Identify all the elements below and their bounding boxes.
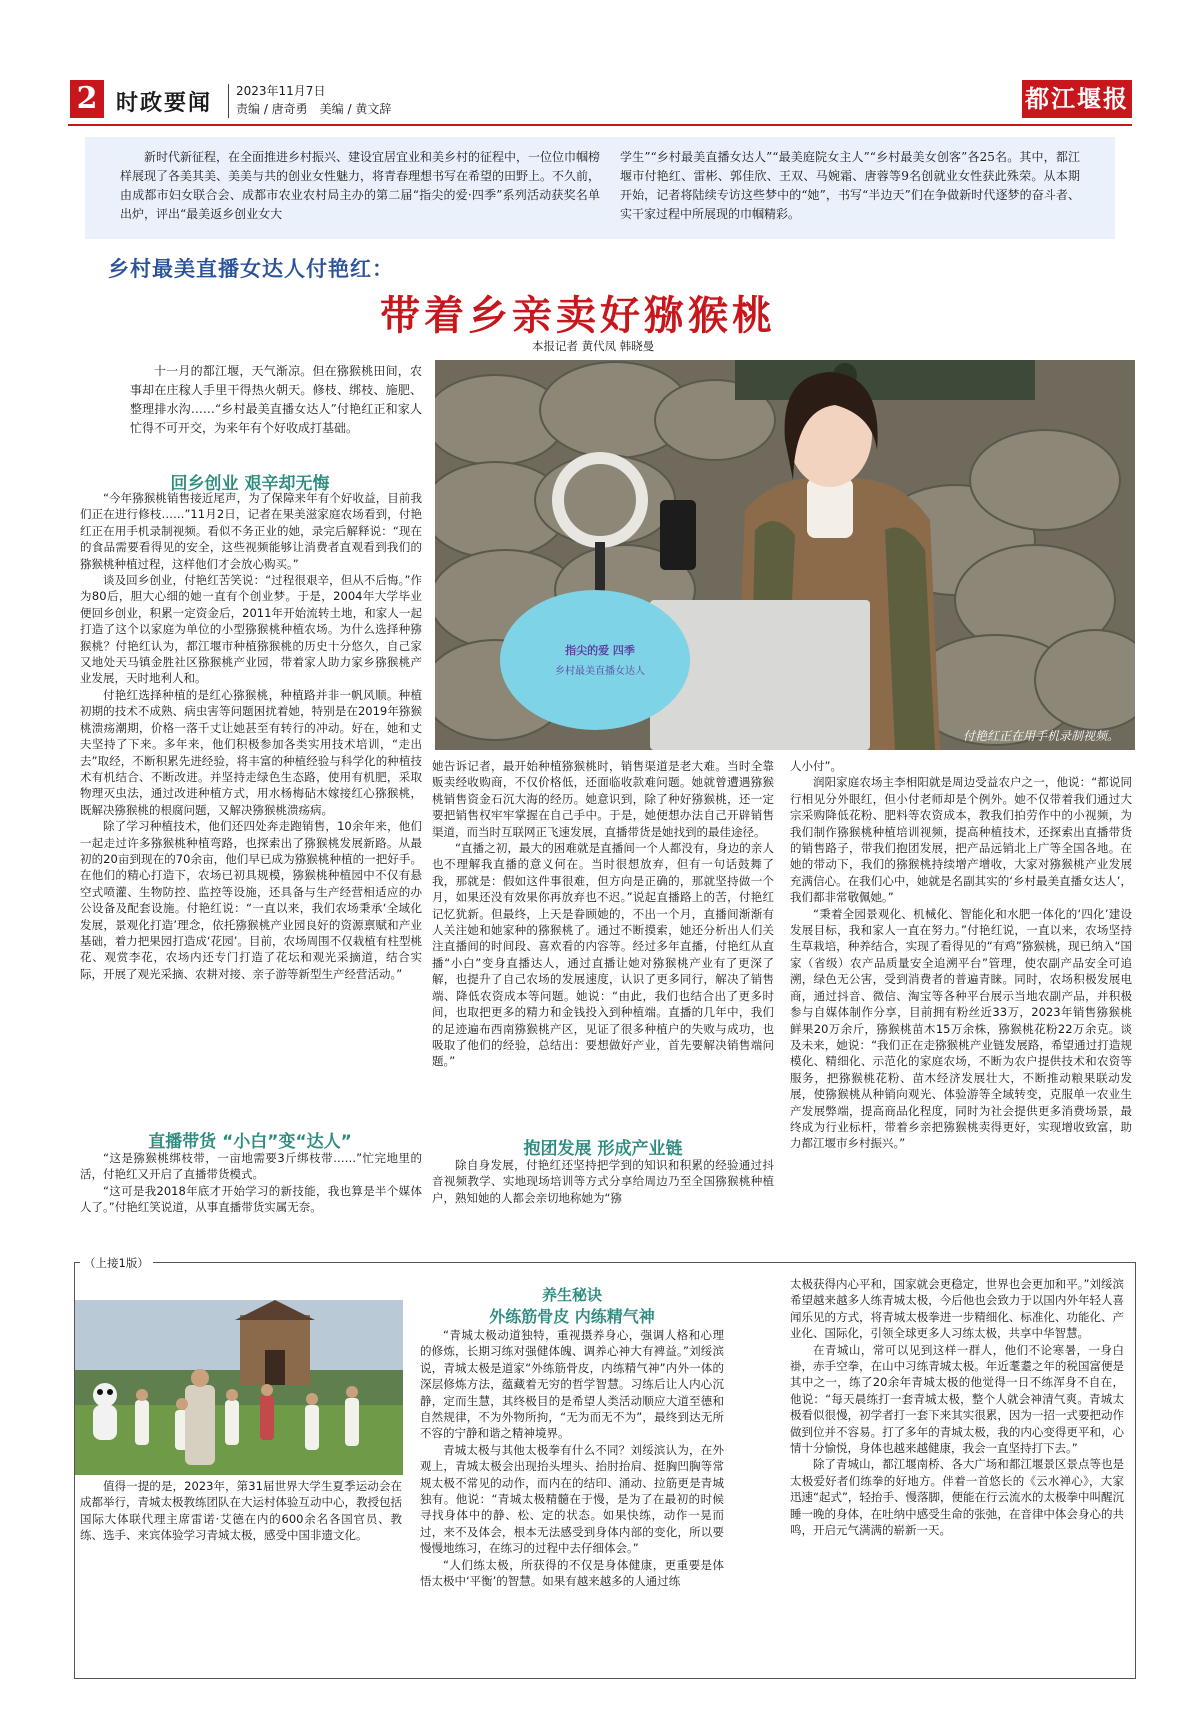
photo-sign-subtitle: 乡村最美直播女达人 [555,666,645,677]
paragraph: 除了学习种植技术，他们还四处奔走跑销售，10余年来，他们一起走过许多猕猴桃种植弯路，也探索出了猕猴桃发展新路。从最初的20亩到现在的70余亩，他们早已成为猕猴桃种植的一把好手。在他们的精心打造下，农场已初具规模，猕猴桃种植园中不仅有悬空式喷灌、生物防控、监控等设施，还具备与生产经营相适应的办公设备及配套设施。付艳红说：“一直以来，我们农场秉承‘全域化发展，景观化打造’理念，依托猕猴桃产业园良好的资源禀赋和产业基础，着力把果园打造成‘花园’。目前，农场周围不仅栽植有柱型桃花、观赏李花，农场内还专门打造了花坛和观光采摘道，结合实际，开展了观光采摘、农耕对接、亲子游等新型生产经营活动。” [80,819,422,981]
paragraph: 青城太极与其他太极拳有什么不同？刘绥滨认为，在外观上，青城太极会出现抬头埋头、抬肘抬肩、挺胸凹胸等常规太极不常见的动作，而内在的结印、涌动、拉筋更是青城独有。他说：“青城太极精髓在于慢，是为了在最初的时候寻找身体中的静、松、定的状态。如果快练，动作一晃而过，来不及体会，根本无法感受到身体内部的变化，所以要慢慢地练习，在练习的过程中去仔细体会。” [420,1442,724,1556]
subheading-3: 抱团发展 形成产业链 [523,1139,683,1159]
article-kicker: 乡村最美直播女达人付艳红： [108,257,394,281]
bottom-subheading-2: 外练筋骨皮 内练精气神 [489,1307,655,1326]
intro-text-right: 学生”“乡村最美直播女达人”“最美庭院女主人”“乡村最美女创客”各25名。其中，都江堰市付艳红、雷彬、郭佳欣、王双、马婉霜、唐蓉等9名创就业女性获此殊荣。从本期开始，记者将陆续专访这些梦中的“她”，书写“半边天”们在争做新时代逐梦的奋斗者、实干家过程中所展现的巾帼精彩。 [620,150,1080,221]
column-2-top [432,758,774,1070]
paragraph: “这可是我2018年底才开始学习的新技能，我也算是半个媒体人了。”付艳红笑说道，从事直播带货实属无奈。 [80,1183,422,1215]
intro-text-left: 新时代新征程，在全面推进乡村振兴、建设宜居宜业和美乡村的征程中，一位位巾帼榜样展现了各美其美、美美与共的创业女性魅力，将青春理想书写在希望的田野上。不久前，由成都市妇女联合会、成都市农业农村局主办的第二届“指尖的爱·四季”系列活动获奖名单出炉，评出“最美返乡创业女大 [120,150,601,221]
bottom-subheading-1: 养生秘诀 [541,1286,602,1304]
column-3 [790,758,1132,1152]
taichi-photo-illustration [75,1300,403,1475]
paragraph: “青城太极动道独特，重视摄养身心，强调人格和心理的修炼，长期习练对强健体魄、调养心神大有裨益。”刘绥滨说，青城太极是道家“外练筋骨皮，内练精气神”内外一体的深层修炼方法，蕴藏着无穷的哲学智慧。习练后让人内心沉静，定而生慧，其终极目的是希望人类活动顺应大道至德和自然规律，不为外物所拘，“无为而无不为”，最终到达无所不容的宁静和谐之精神境界。 [420,1328,724,1441]
article-headline: 带着乡亲卖好猕猴桃 [380,292,776,339]
issue-date: 2023年11月7日 [236,84,326,98]
section-title: 时政要闻 [116,90,213,116]
paragraph: 太极获得内心平和，国家就会更稳定，世界也会更加和平。”刘绥滨希望越来越多人练青城太极，今后他也会致力于以国内外年轻人喜闻乐见的方式，将青城太极拳进一步精细化、标准化、功能化、产业化、国际化，引领全球更多人习练太极，共享中华智慧。 [790,1277,1124,1341]
paragraph: 除自身发展，付艳红还坚持把学到的知识和积累的经验通过抖音视频教学、实地现场培训等方式分享给周边乃至全国猕猴桃种植户，熟知她的人都会亲切地称她为“猕 [432,1158,774,1205]
article-lead: 十一月的都江堰，天气渐凉。但在猕猴桃田间，农事却在庄稼人手里干得热火朝天。修枝、绑枝、施肥、整理排水沟……“乡村最美直播女达人”付艳红正和家人忙得不可开交，为来年有个好收成打基础。 [130,364,422,435]
livestream-photo-caption: 付艳红正在用手机录制视频。 [962,729,1119,743]
column-1-top [80,490,422,982]
bottom-column-middle [420,1327,724,1590]
column-1-bottom [80,1150,422,1216]
newspaper-logo: 都江堰报 [1022,80,1132,118]
livestream-photo-illustration [435,360,1135,750]
paragraph: 付艳红选择种植的是红心猕猴桃，种植路并非一帆风顺。种植初期的技术不成熟、病虫害等问题困扰着她，特别是在2019年猕猴桃溃疡潮期，价格一落千丈让她甚至有转行的冲动。好在，她和丈夫坚持了下来。多年来，他们积极参加各类实用技术培训，“走出去”取经，不断积累先进经验，将丰富的种植经验与科学化的种植技术有机结合、不断改进。并坚持走绿色生态路，使用有机肥，采取物理灭虫法，通过改进种植方式，用水杨梅砧木嫁接红心猕猴桃，既解决猕猴桃的根腐问题，又解决猕猴桃溃疡病。 [80,687,422,817]
paragraph: 在青城山，常可以见到这样一群人，他们不论寒暑，一身白褂，赤手空拳，在山中习练青城太极。年近耄耋之年的税国富便是其中之一，练了20余年青城太极的他觉得一日不练浑身不自在，他说：“每天晨练打一套青城太极，整个人就会神清气爽。青城太极看似很慢，初学者打一套下来其实很累，因为一招一式要把动作做到位并不容易。打了多年的青城太极，我的内心变得更平和，心情十分愉悦，身体也越来越健康，我会一直坚持打下去。” [790,1342,1124,1456]
paragraph: 除了青城山，都江堰南桥、各大广场和都江堰景区景点等也是太极爱好者们练拳的好地方。伴着一首悠长的《云水禅心》，大家迅速“起式”，轻抬手、慢落脚，便能在行云流水的太极拳中叫醒沉睡一晚的身体，在吐纳中感受生命的张弛，在音律中体会身心的共鸣，开启元气满满的崭新一天。 [790,1457,1124,1538]
bottom-column-right [790,1276,1124,1539]
livestream-photo [435,360,1135,750]
column-2-bottom [432,1157,774,1206]
header-rule [68,124,1132,126]
paragraph: 人小付”。 [790,759,842,773]
photo-sign-title: 指尖的爱 四季 [565,644,635,657]
paragraph: “这是猕猴桃绑枝带，一亩地需要3斤绑枝带……”忙完地里的活，付艳红又开启了直播带货模式。 [80,1151,422,1182]
editors-credit: 责编 / 唐奇勇 美编 / 黄文辞 [236,102,392,116]
article-byline: 本报记者 黄代凤 韩晓曼 [532,339,655,353]
header-divider [228,84,229,118]
continued-label: （上接1版） [80,1255,153,1271]
paragraph: “今年猕猴桃销售接近尾声，为了保障来年有个好收益，目前我们正在进行修枝……”11月2日，记者在果美滋家庭农场看到，付艳红正在用手机录制视频。看似不务正业的她，录完后解释说：“现在的食品需要看得见的安全，这些视频能够让消费者直观看到我们的猕猴桃种植过程，这样他们才会放心购买。” [80,491,422,571]
paragraph: “秉着全园景观化、机械化、智能化和水肥一体化的‘四化’建设发展目标，我和家人一直在努力。”付艳红说，一直以来，农场坚持生草栽培，种养结合，实现了看得见的“有鸡”猕猴桃，现已纳入“国家（省级）农产品质量安全追溯平台”管理，使农副产品安全可追溯，绿色无公害，受到消费者的普遍青睐。同时，农场积极发展电商，通过抖音、微信、淘宝等各种平台展示当地农副产品，并积极参与自媒体制作分享，目前拥有粉丝近33万，2023年销售猕猴桃鲜果20万余斤，猕猴桃苗木15万余株，猕猴桃花粉22万余克。谈及未来，她说：“我们正在走猕猴桃产业链发展路，希望通过打造规模化、精细化、示范化的家庭农场，不断为农户提供技术和农资等服务，把猕猴桃花粉、苗木经济发展壮大，不断推动粮果联动发展，使猕猴桃从种销向观光、体验游等全域转变，克服单一农业生产发展弊端，提高商品化程度，同时为社会提供更多消费场景，最终成为行业标杆，带着乡亲把猕猴桃卖得更好，实现增收致富，助力都江堰市乡村振兴。” [790,906,1132,1151]
taichi-photo [75,1300,403,1475]
paragraph: 谈及回乡创业，付艳红苦笑说：“过程很艰辛，但从不后悔。”作为80后，胆大心细的她一直有个创业梦。于是，2004年大学毕业便回乡创业，积累一定资金后，2011年开始流转土地，和家人一起打造了这个以家庭为单位的小型猕猴桃种植农场。为什么选择种猕猴桃？付艳红认为，都江堰市种植猕猴桃的历史十分悠久，自己家又地处天马镇金胜社区猕猴桃产业园，带着家人助力家乡猕猴桃产业发展，天时地利人和。 [80,573,422,686]
paragraph: “直播之初，最大的困难就是直播间一个人都没有，身边的亲人也不理解我直播的意义何在。当时很想放弃，但有一句话鼓舞了我，那就是：假如这件事很难，但方向是正确的，那就坚持做一个月，如果还没有效果你再放弃也不迟。”说起直播路上的苦，付艳红记忆犹新。但最终，上天是眷顾她的，不出一个月，直播间渐渐有人关注她和她家种的猕猴桃了。通过不断摸索，她还分析出人们关注直播间的时间段、喜欢看的内容等。经过多年直播，付艳红从直播“小白”变身直播达人，通过直播让她对猕猴桃产业有了更深了解，也提升了自己农场的发展速度，认识了更多同行，解决了销售端、降低农资成本等问题。她说：“由此，我们也结合出了更多时间，也取把更多的精力和金钱投入到种植端。直播的几年中，我们的足迹遍布西南猕猴桃产区，见证了很多种植户的失败与成功，也吸取了他们的经验，总结出：要想做好产业，首先要解决销售端问题。” [432,841,774,1069]
paragraph: “人们练太极，所获得的不仅是身体健康，更重要是体悟太极中‘平衡’的智慧。如果有越来越多的人通过练 [420,1557,724,1589]
paragraph: 润阳家庭农场主李相阳就是周边受益农户之一，他说：“都说同行相见分外眼红，但小付老师却是个例外。她不仅带着我们通过大宗采购降低花粉、肥料等农资成本，教我们拍劳作中的小视频，为我们制作猕猴桃种植培训视频，提高种植技术，还探索出直播带货的销售路子，带我们抱团发展，把产品远销北上广等全国各地。在她的带动下，我们的猕猴桃持续增产增收，大家对猕猴桃产业发展充满信心。在我们心中，她就是名副其实的‘乡村最美直播女达人’，我们都非常敬佩她。” [790,775,1132,905]
taichi-photo-caption: 值得一提的是，2023年，第31届世界大学生夏季运动会在成都举行，青城太极教练团队在大运村体验互动中心，教授包括国际大体联代理主席雷诺·艾德在内的600余名各国官员、教练、选手、来宾体验学习青城太极，感受中国非遗文化。 [80,1479,402,1543]
paragraph: 她告诉记者，最开始种植猕猴桃时，销售渠道是老大难。当时全靠贩卖经收购商，不仅价格低，还面临收款难问题。她就曾遭遇猕猴桃销售资金石沉大海的经历。她意识到，除了种好猕猴桃，还一定要把销售权牢牢掌握在自己手中。于是，她便想办法自己开辟销售渠道，而当时互联网正飞速发展，直播带货是她找到的最佳途径。 [432,759,774,839]
subheading-2: 直播带货 “小白”变“达人” [148,1132,352,1152]
subheading-1: 回乡创业 艰辛却无悔 [170,474,330,494]
page-number: 2 [70,80,104,118]
